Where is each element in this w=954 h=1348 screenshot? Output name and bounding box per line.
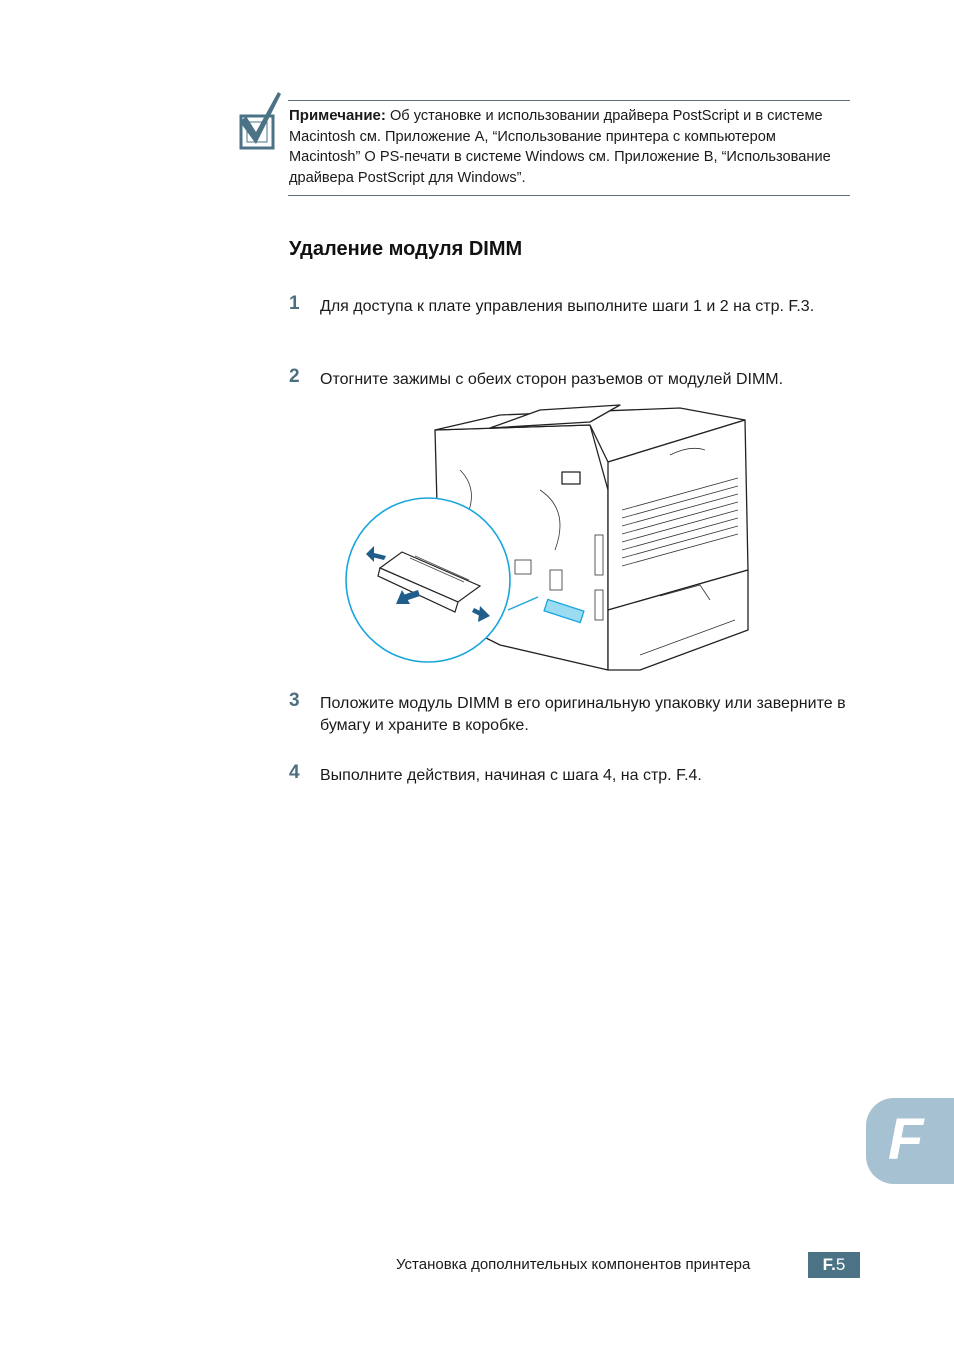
checkmark-note-icon xyxy=(238,92,282,152)
note-body: Об установке и использовании драйвера PostScript и в системе Macintosh см. Приложение A, “Использование принтера с компьютером Macintosh” O PS-печати в системе Windows см. Приложение B, “Использование драйвера PostScript для Windows”. xyxy=(289,108,831,186)
note-bottom-rule xyxy=(288,195,850,196)
note xyxy=(289,106,851,188)
page-number-badge xyxy=(808,1252,860,1278)
note-label: Примечание: xyxy=(289,107,386,124)
printer-dimm-illustration xyxy=(340,400,760,680)
step-text: Отогните зажимы с обеих сторон разъемов от модулей DIMM. xyxy=(320,371,784,388)
chapter-tab xyxy=(866,1098,954,1184)
chapter-letter: F xyxy=(888,1107,924,1172)
step-text: Для доступа к плате управления выполните шаги 1 и 2 на стр. F.3. xyxy=(320,298,815,315)
step-number: 2 xyxy=(289,366,300,387)
note-top-rule xyxy=(288,100,850,101)
step-4 xyxy=(289,762,849,787)
step-2 xyxy=(289,366,849,391)
section-title: Удаление модуля DIMM xyxy=(289,238,523,260)
step-1 xyxy=(289,293,849,318)
step-number: 1 xyxy=(289,293,300,314)
step-3 xyxy=(289,690,849,737)
step-text: Положите модуль DIMM в его оригинальную упаковку или заверните в бумагу и храните в коробке. xyxy=(320,695,846,734)
page-prefix: F. xyxy=(822,1255,836,1274)
step-number: 3 xyxy=(289,690,300,711)
step-text: Выполните действия, начиная с шага 4, на стр. F.4. xyxy=(320,767,702,784)
footer-title: Установка дополнительных компонентов принтера xyxy=(396,1256,751,1273)
step-number: 4 xyxy=(289,762,300,783)
page-number: 5 xyxy=(835,1255,846,1274)
